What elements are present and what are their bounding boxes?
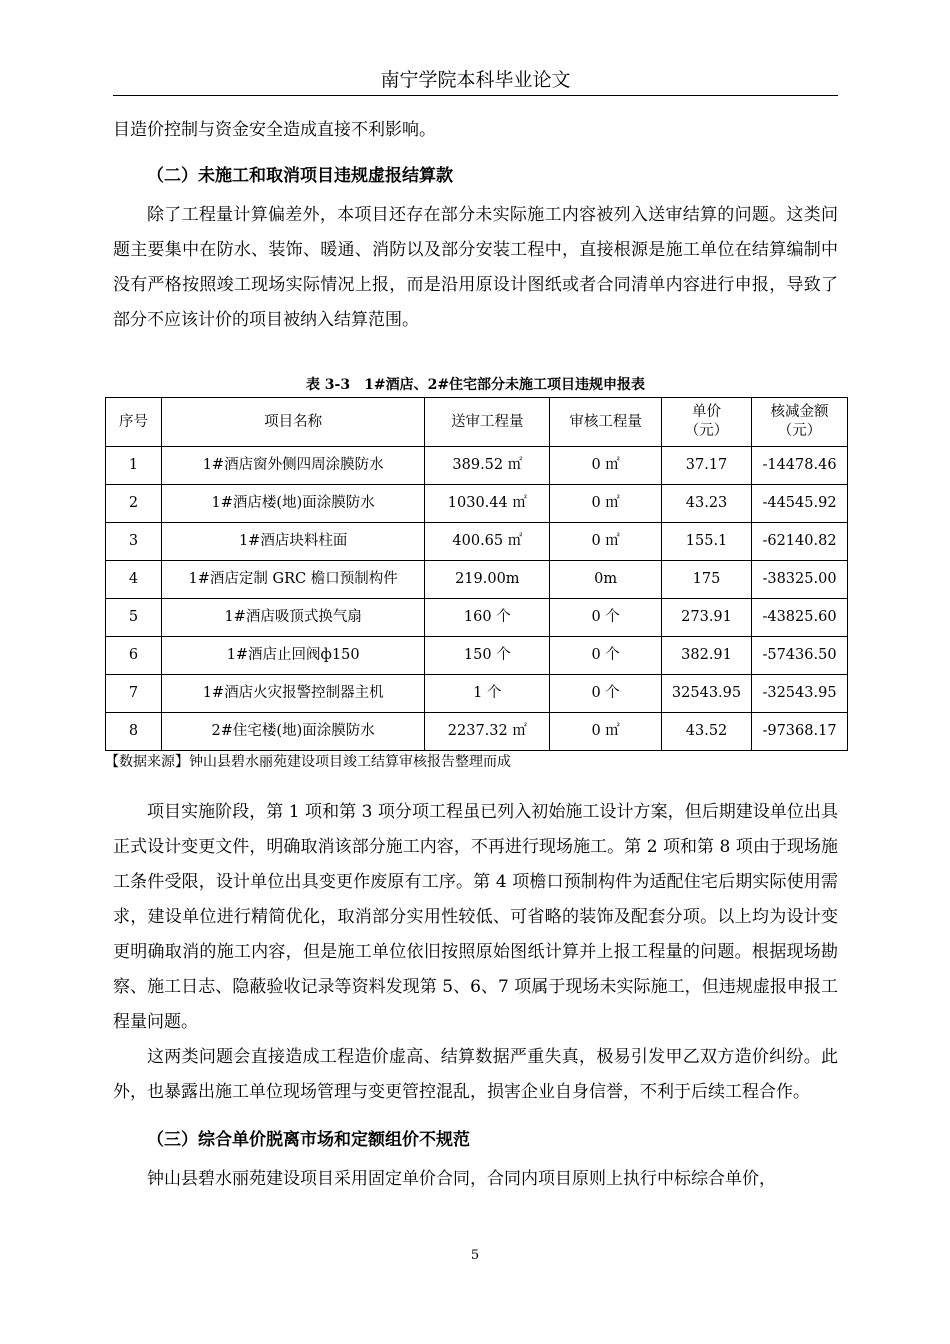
- table-row: [106, 561, 848, 599]
- section-heading-two: （二）未施工和取消项目违规虚报结算款: [147, 166, 453, 186]
- section-heading-three: （三）综合单价脱离市场和定额组价不规范: [147, 1130, 470, 1150]
- cell-audited: 0 个: [550, 637, 662, 675]
- document-body: [105, 113, 838, 1197]
- cell-price: 32543.95: [662, 675, 752, 713]
- cell-no: 8: [106, 713, 162, 751]
- cell-name: 1#酒店楼(地)面涂膜防水: [161, 485, 424, 523]
- table-source-note: 【数据来源】钟山县碧水丽苑建设项目竣工结算审核报告整理而成: [105, 754, 511, 770]
- cell-price: 43.23: [662, 485, 752, 523]
- cell-name: 1#酒店止回阀ф150: [161, 637, 424, 675]
- paragraph-continuation: 目造价控制与资金安全造成直接不利影响。: [113, 120, 436, 140]
- cell-no: 2: [106, 485, 162, 523]
- cell-name: 1#酒店吸顶式换气扇: [161, 599, 424, 637]
- cell-audited: 0 个: [550, 599, 662, 637]
- cell-price: 175: [662, 561, 752, 599]
- cell-reduction: -43825.60: [752, 599, 848, 637]
- page-number: 5: [470, 1248, 480, 1263]
- cell-reduction: -57436.50: [752, 637, 848, 675]
- table-row: [106, 447, 848, 485]
- cell-name: 1#酒店定制 GRC 檐口预制构件: [161, 561, 424, 599]
- cell-audited: 0 ㎡: [550, 523, 662, 561]
- col-header-name: 项目名称: [161, 398, 424, 447]
- cell-price: 155.1: [662, 523, 752, 561]
- cell-submitted: 389.52 ㎡: [425, 447, 550, 485]
- table-row: [106, 599, 848, 637]
- page-header-title: 南宁学院本科毕业论文: [380, 69, 571, 91]
- table-header-row: [106, 398, 848, 447]
- cell-price: 37.17: [662, 447, 752, 485]
- col-header-audited: 审核工程量: [550, 398, 662, 447]
- cell-price: 273.91: [662, 599, 752, 637]
- cell-price: 43.52: [662, 713, 752, 751]
- cell-submitted: 160 个: [425, 599, 550, 637]
- col-header-price: [662, 398, 752, 447]
- col-header-reduction-line1: 核减金额: [770, 404, 829, 420]
- table-row: [106, 485, 848, 523]
- paragraph-unbuilt-items: 除了工程量计算偏差外，本项目还存在部分未实际施工内容被列入送审结算的问题。这类问题主要集中在防水、装饰、暖通、消防以及部分安装工程中，直接根源是施工单位在结算编制中没有严格按照竣工现场实际情况上报，而是沿用原设计图纸或者合同清单内容进行申报，导致了部分不应该计价的项目被纳入结算范围。: [113, 205, 838, 330]
- col-header-reduction-line2: （元）: [777, 423, 822, 439]
- cell-audited: 0 ㎡: [550, 447, 662, 485]
- cell-name: 1#酒店火灾报警控制器主机: [161, 675, 424, 713]
- table-caption: 表 3-3 1#酒店、2#住宅部分未施工项目违规申报表: [305, 377, 646, 393]
- cell-name: 1#酒店窗外侧四周涂膜防水: [161, 447, 424, 485]
- cell-no: 4: [106, 561, 162, 599]
- col-header-price-line1: 单价: [692, 404, 722, 420]
- paragraph-unit-price: 钟山县碧水丽苑建设项目采用固定单价合同，合同内项目原则上执行中标综合单价，: [147, 1169, 776, 1189]
- col-header-submitted: 送审工程量: [425, 398, 550, 447]
- cell-name: 1#酒店块料柱面: [161, 523, 424, 561]
- cell-no: 3: [106, 523, 162, 561]
- cell-no: 5: [106, 599, 162, 637]
- paragraph-implementation: 项目实施阶段，第 1 项和第 3 项分项工程虽已列入初始施工设计方案，但后期建设单位出具正式设计变更文件，明确取消该部分施工内容，不再进行现场施工。第 2 项和第 8 项由于现场施工条件受限，设计单位出具变更作废原有工序。第 4 项檐口预制构件为适配住宅后期实际使用需求，建设单位进行精简优化，取消部分实用性较低、可省略的装饰及配套分项。以上均为设计变更明确取消的施工内容，但是施工单位依旧按照原始图纸计算并上报工程量的问题。根据现场勘察、施工日志、隐蔽验收记录等资料发现第 5、6、7 项属于现场未实际施工，但违规虚报申报工程量问题。: [113, 802, 838, 1032]
- table-row: [106, 523, 848, 561]
- col-header-no: 序号: [106, 398, 162, 447]
- cell-submitted: 400.65 ㎡: [425, 523, 550, 561]
- cell-no: 1: [106, 447, 162, 485]
- table-row: [106, 713, 848, 751]
- cell-submitted: 1 个: [425, 675, 550, 713]
- cell-submitted: 2237.32 ㎡: [425, 713, 550, 751]
- col-header-reduction: [752, 398, 848, 447]
- table-row: [106, 675, 848, 713]
- cell-no: 7: [106, 675, 162, 713]
- header-divider: [113, 95, 838, 96]
- cell-no: 6: [106, 637, 162, 675]
- col-header-price-line2: （元）: [684, 423, 729, 439]
- cell-submitted: 150 个: [425, 637, 550, 675]
- cell-audited: 0 个: [550, 675, 662, 713]
- cell-submitted: 1030.44 ㎡: [425, 485, 550, 523]
- cell-audited: 0m: [550, 561, 662, 599]
- table-row: [106, 637, 848, 675]
- cell-audited: 0 ㎡: [550, 713, 662, 751]
- violation-report-table: [105, 397, 848, 751]
- cell-reduction: -62140.82: [752, 523, 848, 561]
- cell-name: 2#住宅楼(地)面涂膜防水: [161, 713, 424, 751]
- paragraph-impact: 这两类问题会直接造成工程造价虚高、结算数据严重失真，极易引发甲乙双方造价纠纷。此外，也暴露出施工单位现场管理与变更管控混乱，损害企业自身信誉，不利于后续工程合作。: [113, 1047, 838, 1102]
- cell-reduction: -44545.92: [752, 485, 848, 523]
- cell-reduction: -32543.95: [752, 675, 848, 713]
- cell-submitted: 219.00m: [425, 561, 550, 599]
- cell-price: 382.91: [662, 637, 752, 675]
- cell-reduction: -14478.46: [752, 447, 848, 485]
- cell-audited: 0 ㎡: [550, 485, 662, 523]
- cell-reduction: -38325.00: [752, 561, 848, 599]
- cell-reduction: -97368.17: [752, 713, 848, 751]
